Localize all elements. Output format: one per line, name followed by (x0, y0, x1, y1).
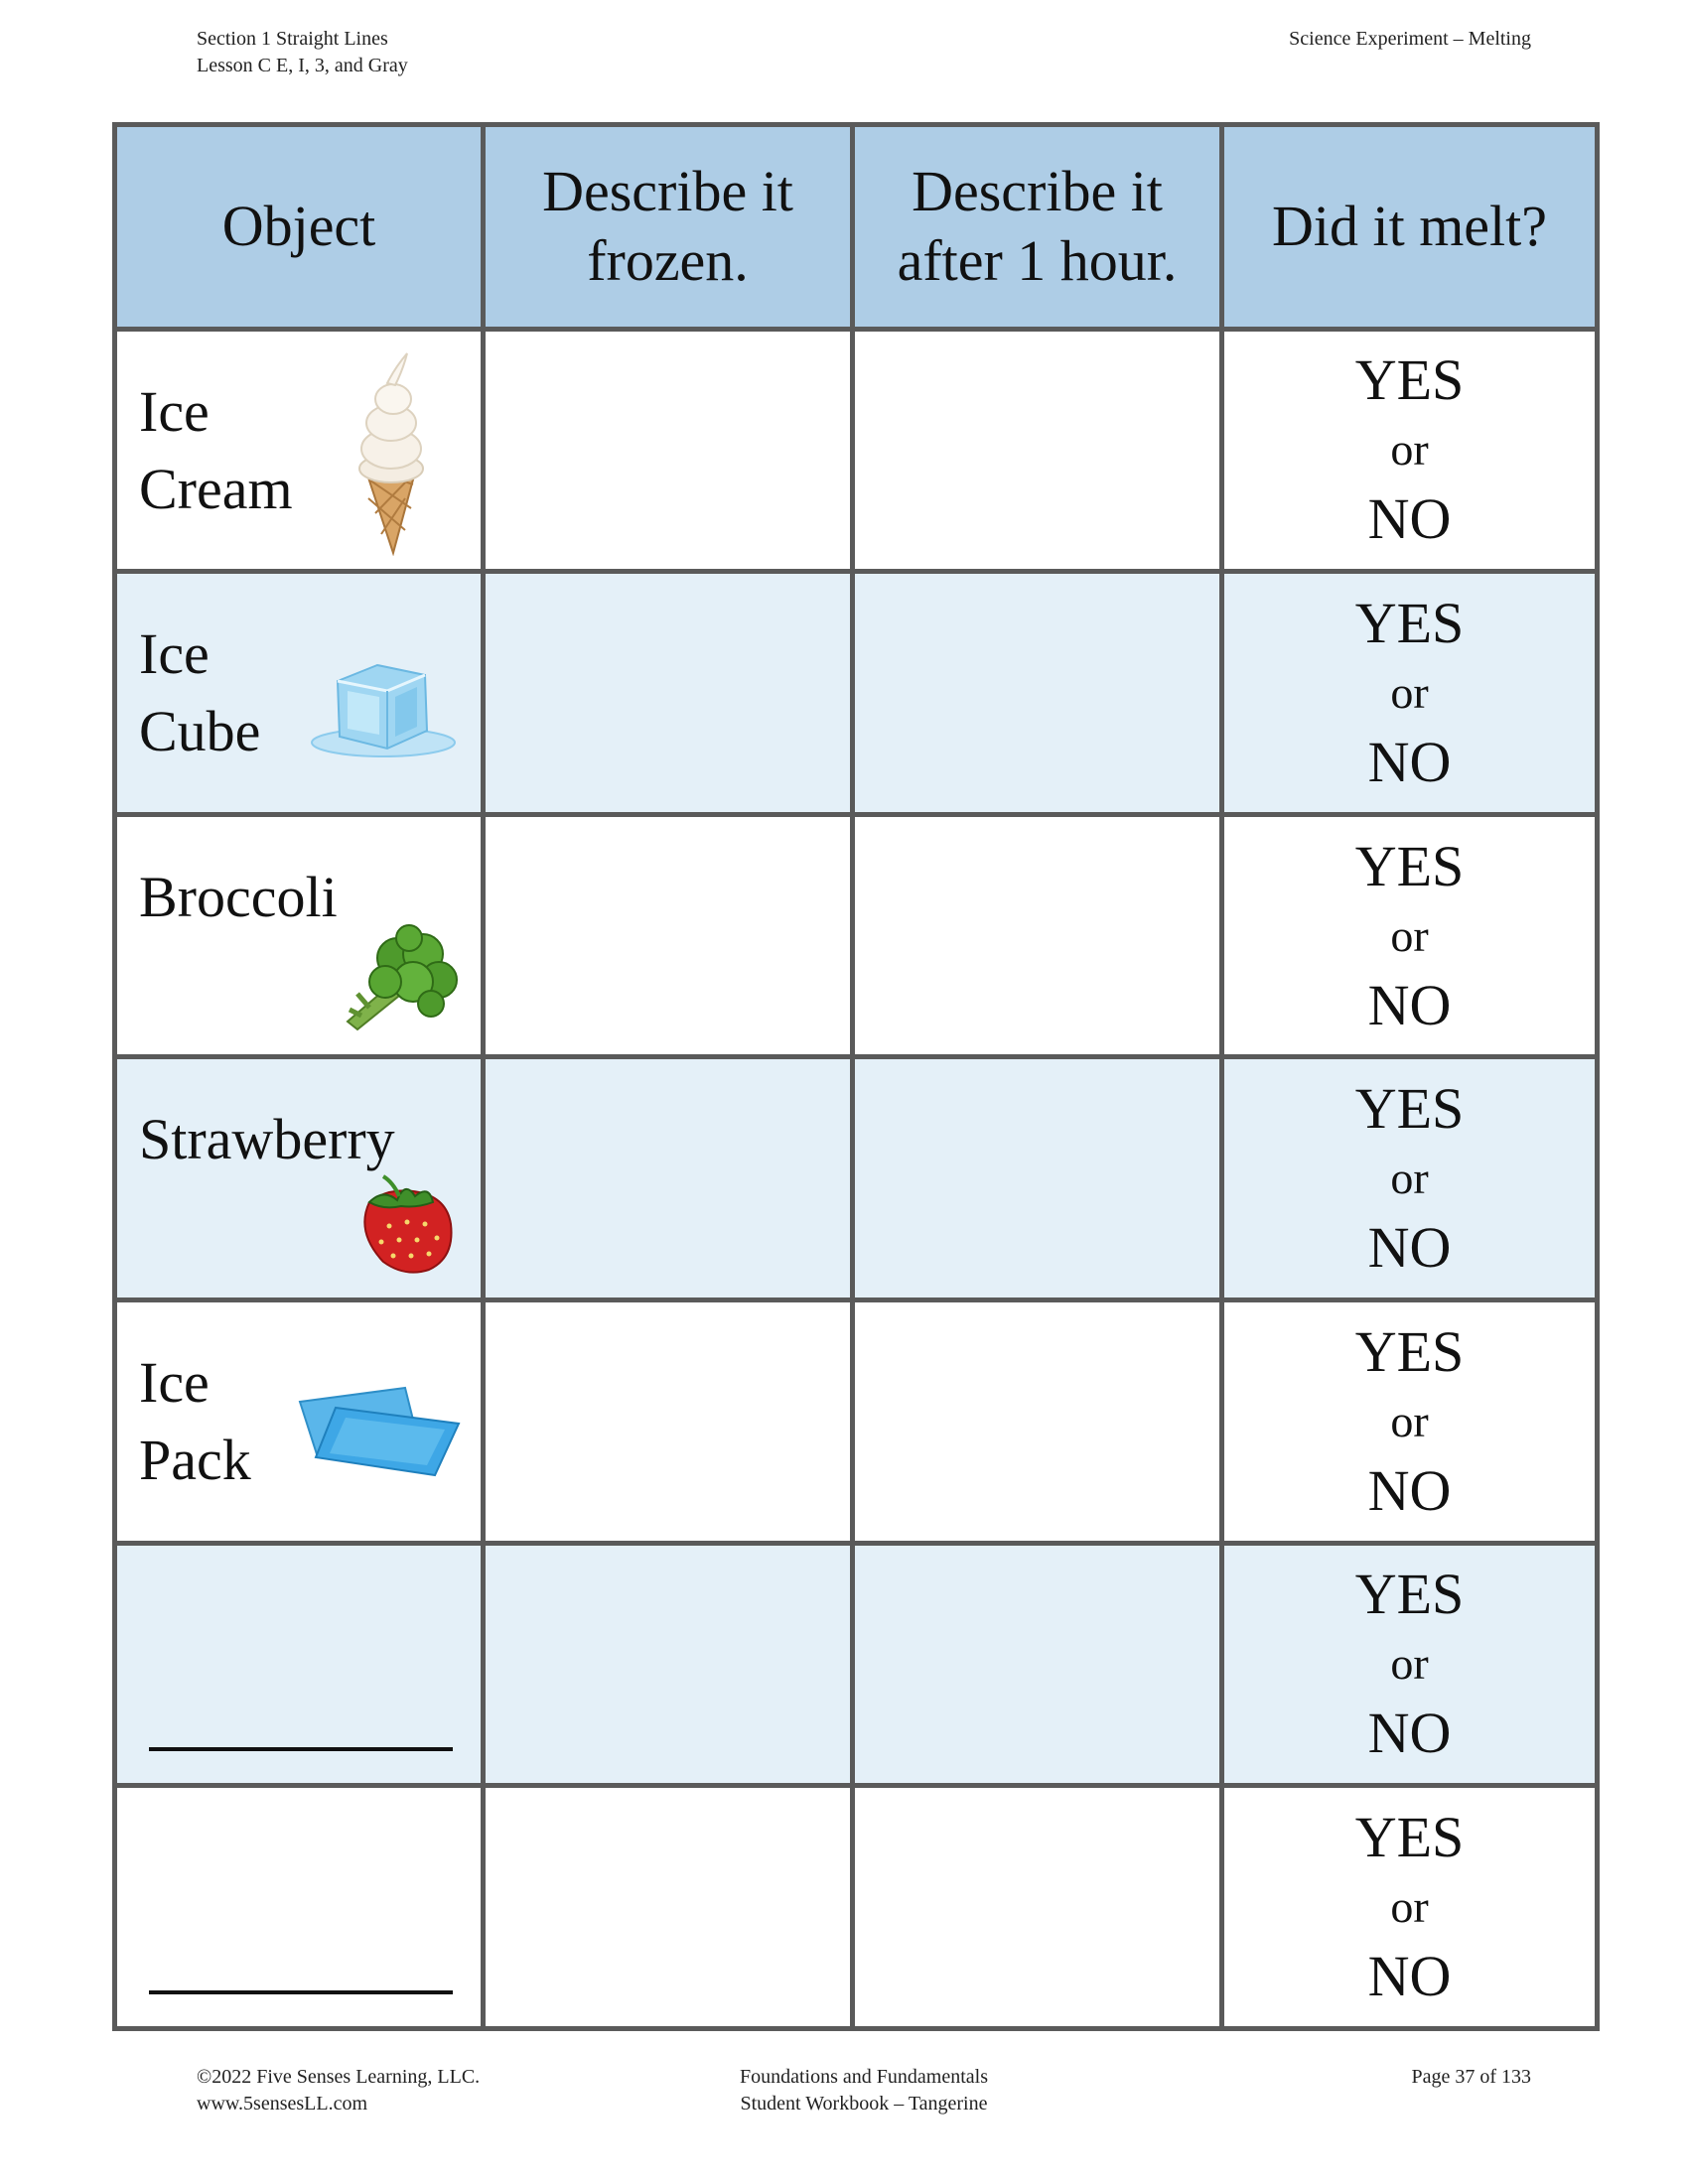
or-label: or (1390, 1395, 1429, 1446)
after-hour-description-cell[interactable] (853, 814, 1222, 1057)
or-label: or (1390, 1153, 1429, 1204)
object-cell[interactable] (115, 1786, 484, 2029)
object-name: Ice Cube (139, 621, 261, 764)
melt-answer-cell[interactable] (1222, 1786, 1598, 2029)
no-option[interactable]: NO (1367, 1944, 1452, 2009)
page-header-left (197, 26, 408, 79)
no-option[interactable]: NO (1367, 1215, 1452, 1281)
object-cell (115, 1057, 484, 1300)
melt-answer-cell[interactable] (1222, 572, 1598, 815)
column-header-after-hour: Describe it after 1 hour. (853, 125, 1222, 330)
object-write-in-line[interactable] (149, 1747, 453, 1751)
table-row (115, 814, 1598, 1057)
object-name: Ice Pack (139, 1350, 251, 1493)
object-write-in-line[interactable] (149, 1990, 453, 1994)
after-hour-description-cell[interactable] (853, 572, 1222, 815)
melt-answer-cell[interactable] (1222, 814, 1598, 1057)
frozen-description-cell[interactable] (484, 1300, 853, 1544)
after-hour-description-cell[interactable] (853, 1300, 1222, 1544)
page-footer-left (197, 2064, 480, 2117)
ice-pack-icon (296, 1384, 465, 1479)
or-label: or (1390, 909, 1429, 961)
ice-cream-icon (344, 349, 438, 556)
after-hour-description-cell[interactable] (853, 1057, 1222, 1300)
melting-worksheet-table (112, 122, 1600, 2031)
no-option[interactable]: NO (1367, 486, 1452, 552)
object-name: Broccoli (139, 864, 338, 929)
frozen-description-cell[interactable] (484, 1543, 853, 1786)
after-hour-description-cell[interactable] (853, 1786, 1222, 2029)
yes-option[interactable]: YES (1354, 1318, 1465, 1384)
table-row (115, 572, 1598, 815)
or-label: or (1390, 1638, 1429, 1690)
no-option[interactable]: NO (1367, 729, 1452, 794)
table-row (115, 329, 1598, 572)
table-row (115, 1057, 1598, 1300)
no-option[interactable]: NO (1367, 972, 1452, 1037)
book-title: Foundations and Fundamentals (740, 2066, 988, 2088)
column-header-frozen: Describe it frozen. (484, 125, 853, 330)
frozen-description-cell[interactable] (484, 1057, 853, 1300)
or-label: or (1390, 424, 1429, 476)
book-subtitle: Student Workbook – Tangerine (740, 2093, 988, 2115)
frozen-description-cell[interactable] (484, 572, 853, 815)
website-link[interactable]: www.5sensesLL.com (197, 2093, 368, 2115)
lesson-label: Lesson C E, I, 3, and Gray (197, 55, 408, 76)
no-option[interactable]: NO (1367, 1701, 1452, 1766)
object-cell (115, 814, 484, 1057)
strawberry-icon (350, 1172, 459, 1278)
table-row (115, 1300, 1598, 1544)
column-header-melted: Did it melt? (1222, 125, 1598, 330)
melt-answer-cell[interactable] (1222, 329, 1598, 572)
table-row (115, 1786, 1598, 2029)
yes-option[interactable]: YES (1354, 1805, 1465, 1870)
frozen-description-cell[interactable] (484, 1786, 853, 2029)
melt-answer-cell[interactable] (1222, 1300, 1598, 1544)
copyright-notice: ©2022 Five Senses Learning, LLC. (197, 2066, 481, 2088)
yes-option[interactable]: YES (1354, 1562, 1465, 1627)
after-hour-description-cell[interactable] (853, 1543, 1222, 1786)
or-label: or (1390, 666, 1429, 718)
no-option[interactable]: NO (1367, 1457, 1452, 1523)
frozen-description-cell[interactable] (484, 329, 853, 572)
section-label: Section 1 Straight Lines (197, 28, 388, 50)
or-label: or (1390, 1881, 1429, 1933)
table-row (115, 1543, 1598, 1786)
column-header-object: Object (115, 125, 484, 330)
page-header-title: Science Experiment – Melting (1289, 28, 1531, 50)
object-name: Ice Cream (139, 378, 293, 521)
yes-option[interactable]: YES (1354, 1076, 1465, 1142)
ice-cube-icon (308, 651, 457, 760)
melt-answer-cell[interactable] (1222, 1057, 1598, 1300)
after-hour-description-cell[interactable] (853, 329, 1222, 572)
frozen-description-cell[interactable] (484, 814, 853, 1057)
table-header-row (115, 125, 1598, 330)
object-cell (115, 572, 484, 815)
object-name: Strawberry (139, 1107, 395, 1172)
object-cell[interactable] (115, 1543, 484, 1786)
page-number: Page 37 of 133 (1411, 2066, 1531, 2088)
object-cell (115, 329, 484, 572)
yes-option[interactable]: YES (1354, 833, 1465, 898)
melt-answer-cell[interactable] (1222, 1543, 1598, 1786)
page-footer-center (715, 2064, 1013, 2117)
yes-option[interactable]: YES (1354, 590, 1465, 655)
object-cell (115, 1300, 484, 1544)
yes-option[interactable]: YES (1354, 347, 1465, 413)
broccoli-icon (340, 924, 459, 1031)
